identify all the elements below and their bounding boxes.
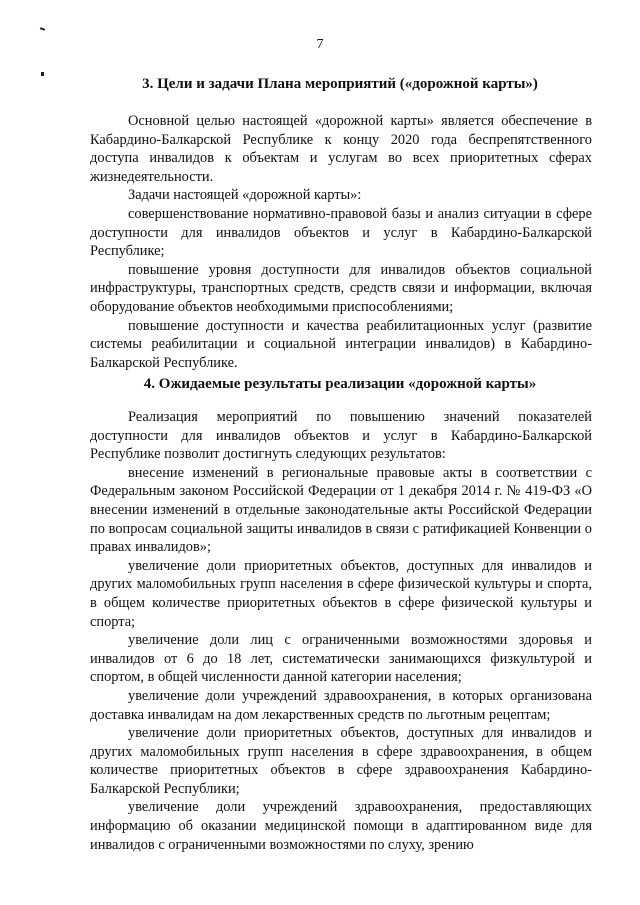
paragraph: увеличение доли учреждений здравоохранения, предоставляющих информацию об оказании медицинской помощи в адаптированном виде для инвалидов с ограниченными возможностями по слуху, зрению [90,799,592,853]
paragraph: Задачи настоящей «дорожной карты»: [128,187,362,204]
section-3-body [90,112,592,372]
paragraph: увеличение доли лиц с ограниченными возможностями здоровья и инвалидов от 6 до 18 лет, систематически занимающихся физкультурой и спортом, в общей численности данной категории населения; [90,632,592,686]
page-number: 7 [316,37,324,52]
section-4-body [90,408,592,854]
paragraph: увеличение доли приоритетных объектов, доступных для инвалидов и других маломобильных групп населения в сфере здравоохранения, в общем количестве приоритетных объектов в сфере здравоохранения Кабардино-Балкарской Республики; [90,725,592,797]
scan-mark [41,72,44,76]
section-3-heading: 3. Цели и задачи Плана мероприятий («дорожной карты») [142,76,538,92]
section-4-heading: 4. Ожидаемые результаты реализации «дорожной карты» [143,376,537,392]
paragraph: увеличение доли приоритетных объектов, доступных для инвалидов и других маломобильных групп населения в сфере физической культуры и спорта, в общем количестве приоритетных объектов в сфере физической культуры и спорта; [90,557,592,630]
paragraph: повышение уровня доступности для инвалидов объектов социальной инфраструктуры, транспортных средств, средств связи и информации, включая оборудование объектов необходимыми приспособлениями; [90,261,592,315]
paragraph: внесение изменений в региональные правовые акты в соответствии с Федеральным законом Российской Федерации от 1 декабря 2014 г. № 419-ФЗ «О внесении изменений в отдельные законодательные акты Российской Федерации по вопросам социальной защиты инвалидов в связи с ратификацией Конвенции о правах инвалидов»; [90,464,592,556]
paragraph: совершенствование нормативно-правовой базы и анализ ситуации в сфере доступности для инвалидов объектов и услуг в Кабардино-Балкарской Республике; [90,205,592,260]
paragraph: повышение доступности и качества реабилитационных услуг (развитие системы реабилитации и социальной интеграции инвалидов) в Кабардино-Балкарской Республике. [90,317,592,371]
scan-mark [40,27,45,31]
paragraph: Реализация мероприятий по повышению значений показателей доступности для инвалидов объектов и услуг в Кабардино-Балкарской Республике позволит достигнуть следующих результатов: [90,409,592,463]
paragraph: Основной целью настоящей «дорожной карты» является обеспечение в Кабардино-Балкарской Республике к концу 2020 года беспрепятственного доступа инвалидов к объектам и услугам во всех приоритетных сферах жизнедеятельности. [90,113,592,185]
paragraph: увеличение доли учреждений здравоохранения, в которых организована доставка инвалидам на дом лекарственных средств по льготным рецептам; [90,687,592,723]
